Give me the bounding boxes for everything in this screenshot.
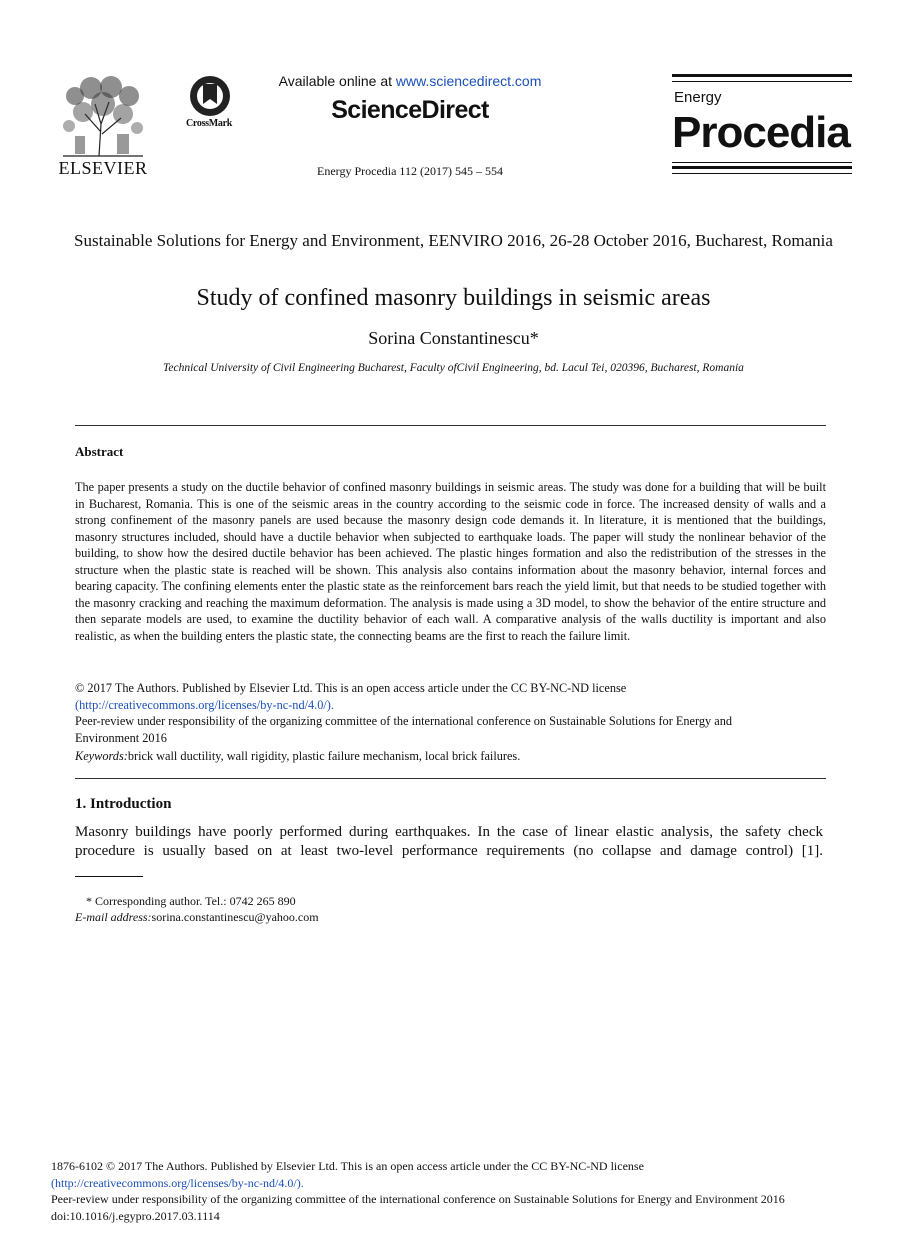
author: Sorina Constantinescu* [368, 328, 539, 348]
bottom-line-issn: 1876-6102 © 2017 The Authors. Published by Elsevier Ltd. This is an open access article under the CC BY-NC-ND license [51, 1159, 644, 1173]
license-link[interactable]: (http://creativecommons.org/licenses/by-nc-nd/4.0/). [75, 697, 334, 712]
abstract-copyright [75, 680, 826, 713]
keywords-list: brick wall ductility, wall rigidity, plastic failure mechanism, local brick failures. [127, 749, 521, 763]
divider-top [75, 425, 826, 426]
copyright-text: © 2017 The Authors. Published by Elsevier Ltd. This is an open access article under the CC BY-NC-ND license [75, 681, 627, 695]
email-label: E-mail address: [75, 910, 152, 924]
email-address[interactable]: sorina.constantinescu@yahoo.com [151, 910, 319, 924]
abstract-text: The paper presents a study on the ductile behavior of confined masonry buildings in seismic areas. The study was done for a building that will be built in Bucharest, Romania. This is one of the seismic areas in the country according to the seismic code in force. The increased density of walls and a strong confinement of the masonry panels are used because the masonry design code demands it. In literature, it is mentioned that the buildings, masonry structures included, should have a ductile behavior when subjected to earthquake loads. The paper will study the nonlinear behavior of the building, to show how the desired ductile behavior has been achieved. The plastic hinges formation and also the redistribution of the stresses in the structure when the plastic state is reached will be shown. This analysis also contains information about the masonry behavior, internal forces and bearing capacity. The confining elements enter the plastic state as the reinforcement bars reach the yield limit, but that needs to be studied together with the masonry cracking and reaching the maximum deformation. The analysis is made using a 3D model, to show the behavior of the entire structure and then separate models are used, to examine the ductility behavior of each wall. A comparative analysis of the walls ductility is important and also realistic, as when the building enters the plastic state, the connecting beams are the first to reach the failure limit. [75, 480, 826, 643]
sciencedirect-link[interactable]: www.sciencedirect.com [395, 73, 542, 89]
available-prefix: Available online at [278, 73, 396, 89]
sciencedirect-wordmark: ScienceDirect [331, 96, 489, 124]
bottom-legal-block [51, 1158, 871, 1224]
bottom-license-link[interactable]: (http://creativecommons.org/licenses/by-nc-nd/4.0/). [51, 1175, 304, 1190]
intro-paragraph: Masonry buildings have poorly performed during earthquakes. In the case of linear elastic analysis, the safety check procedure is usually based on at least two-level performance requirements (no collapse and damage control) [1]. [75, 824, 823, 859]
crossmark-label: CrossMark [185, 118, 232, 129]
footnote-rule [75, 876, 143, 877]
section-heading: 1. Introduction [75, 796, 172, 812]
conference-line: Sustainable Solutions for Energy and Environment, EENVIRO 2016, 26-28 October 2016, Bucharest, Romania [74, 231, 833, 250]
keywords-label: Keywords: [75, 749, 128, 763]
abstract-heading: Abstract [75, 444, 124, 459]
footnote-email [75, 910, 319, 925]
affiliation: Technical University of Civil Engineering Bucharest, Faculty ofCivil Engineering, bd. Lacul Tei, 020396, Bucharest, Romania [163, 362, 744, 374]
peer-review: Peer-review under responsibility of the organizing committee of the international conference on Sustainable Solutions for Energy and Environment 2016 [75, 714, 732, 745]
footnote-corresponding: * Corresponding author. Tel.: 0742 265 890 [86, 894, 296, 908]
elsevier-wordmark: ELSEVIER [58, 158, 148, 178]
bottom-peer-review: Peer-review under responsibility of the organizing committee of the international conference on Sustainable Solutions for Energy and Environment 2016 [51, 1192, 785, 1206]
paper-title: Study of confined masonry buildings in seismic areas [196, 285, 711, 311]
bottom-doi[interactable]: doi:10.1016/j.egypro.2017.03.1114 [51, 1208, 220, 1223]
journal-reference: Energy Procedia 112 (2017) 545 – 554 [317, 164, 503, 178]
journal-word-energy: Energy [674, 89, 722, 106]
journal-word-procedia: Procedia [672, 108, 850, 157]
keywords [75, 748, 826, 765]
available-online [230, 73, 590, 89]
divider-bottom [75, 778, 826, 779]
